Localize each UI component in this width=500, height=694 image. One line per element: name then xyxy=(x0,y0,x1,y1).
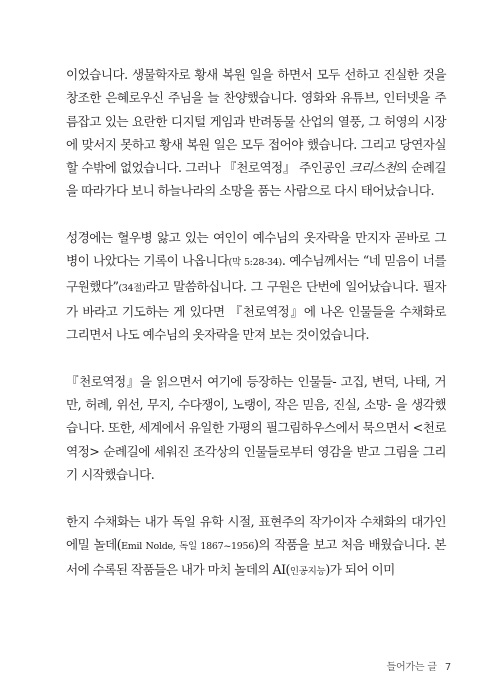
text-span: 성경에는 혈우병 앓고 있는 여인이 예수님의 옷자락을 만지자 곧바로 그 병이 나았다는 기록이 나옵니다 xyxy=(66,230,446,269)
text-span: 『천로역정』을 읽으면서 여기에 등장하는 인물들- 고집, 변덕, 나태, 거만, 허례, 위선, 무지, 수다쟁이, 노랭이, 작은 믿음, 진실, 소망- 을 생각했습니다. 또한, 세계에서 유일한 가평의 필그림하우스에서 묵으면서 <천로 역정> 순례길에 세워진 조각상의 인물들로부터 영감을 받고 그림을 그리기 시작했습니다. xyxy=(66,373,446,483)
text-span: . 예수님께서는 “네 믿음이 너를 구원했다” xyxy=(66,253,446,294)
text-span: )가 되어 이미 xyxy=(325,562,395,578)
text-span: 이었습니다. 생물학자로 황새 복원 일을 하면서 모두 선하고 진실한 것을 창조한 은혜로우신 주님을 늘 찬양했습니다. 영화와 유튜브, 인터넷을 주름잡고 있는 요란한 디지털 게임과 반려동물 산업의 열풍, 그 허영의 시장에 맞서지 못하고 황새 복원 일은 모두 접어야 했습니다. 그리고 당연자실할 수밖에 없었습니다. 그러나 『천로역정』 주인공인 xyxy=(66,67,446,176)
body-text xyxy=(66,63,446,607)
running-footer xyxy=(387,658,451,673)
gloss-span: 인공지능 xyxy=(289,566,326,578)
paragraph-2 xyxy=(66,226,446,346)
text-span: )의 작품을 보고 처음 배웠습니다. 본서에 수록된 작품들은 내가 마치 놀데의 AI( xyxy=(66,536,447,578)
page-number: 7 xyxy=(444,662,451,673)
paragraph-4 xyxy=(66,510,446,584)
emphasis-span: 크리스천 xyxy=(349,160,396,176)
paragraph-3 xyxy=(66,370,446,486)
paragraph-1 xyxy=(66,63,446,203)
section-title: 들어가는 글 xyxy=(386,662,437,673)
text-span: 의 순례길을 따라가다 보니 하늘나라의 소망을 품는 사람으로 다시 태어났습니다. xyxy=(66,160,446,199)
citation-span: (34절) xyxy=(118,282,146,294)
text-span: 라고 말씀하십니다. 그 구원은 단번에 일어났습니다. 필자가 바라고 기도하는 게 있다면 『천로역정』에 나온 인물들을 수채화로 그리면서 나도 예수님의 옷자락을 만져 보는 것이었습니다. xyxy=(66,278,446,343)
citation-span: Emil Nolde, 독일 1867~1956 xyxy=(121,540,255,552)
text-span: 한지 수채화는 내가 독일 유학 시절, 표현주의 작가이자 수채화의 대가인 에밀 놀데( xyxy=(66,513,446,552)
citation-span: (막 5:28-34) xyxy=(228,257,282,269)
